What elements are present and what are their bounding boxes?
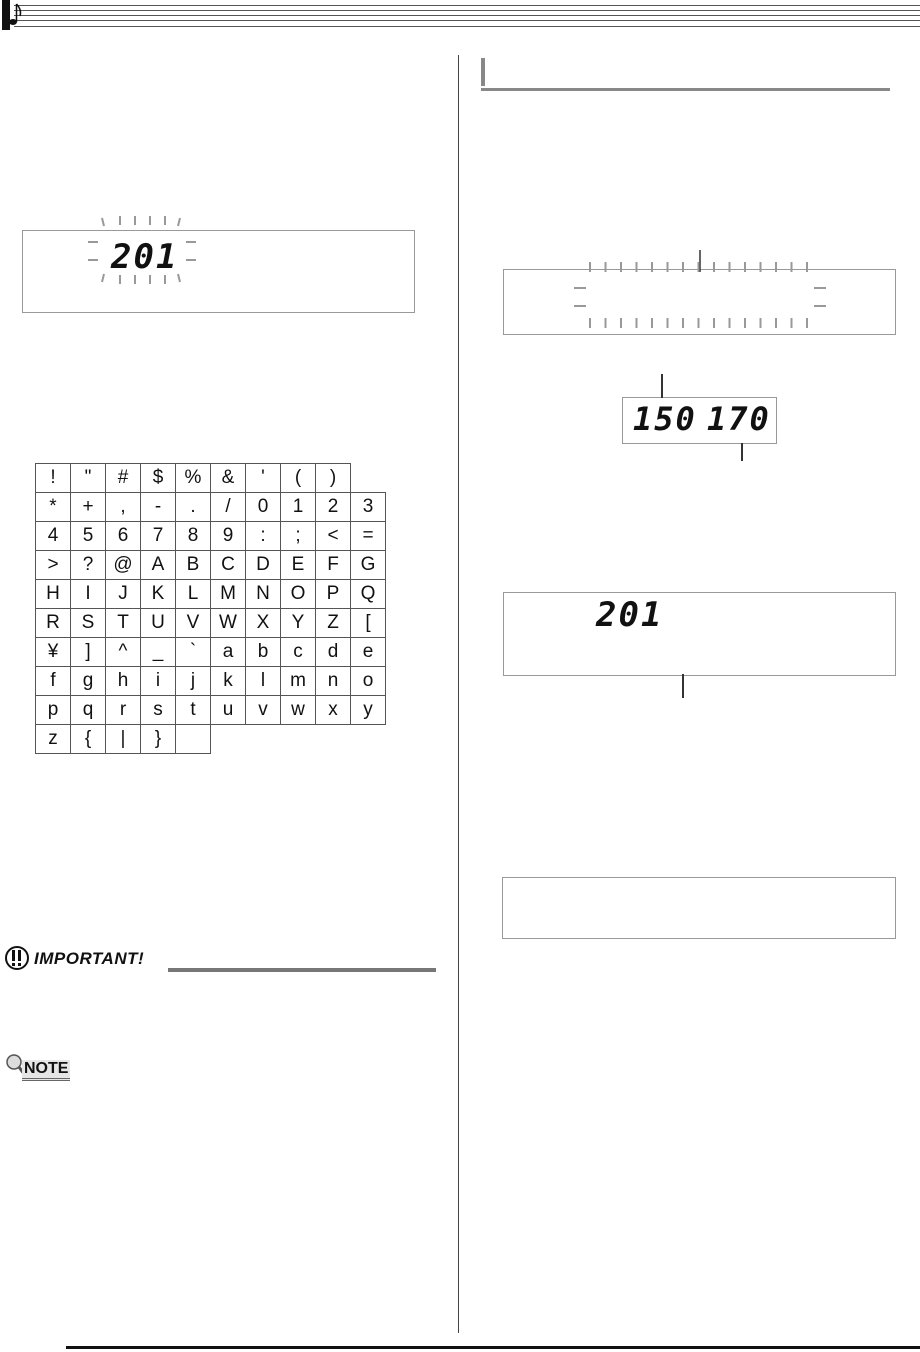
- char-table-cell: J: [106, 580, 141, 609]
- char-table-cell: y: [351, 696, 386, 725]
- song-number-readout-2: 201: [596, 595, 664, 635]
- char-table-cell: T: [106, 609, 141, 638]
- char-table-cell: }: [141, 725, 176, 754]
- char-table-cell: q: [71, 696, 106, 725]
- lcd-display-range: [622, 397, 777, 444]
- char-table-cell: t: [176, 696, 211, 725]
- char-table-cell: ): [316, 464, 351, 493]
- section-header: [481, 58, 890, 91]
- char-table-cell: =: [351, 522, 386, 551]
- note-heading: [4, 1053, 84, 1085]
- footer-rule: [66, 1346, 920, 1349]
- char-table-cell: X: [246, 609, 281, 638]
- char-table-cell: 7: [141, 522, 176, 551]
- char-table-cell: x: [316, 696, 351, 725]
- char-table-row: [36, 725, 386, 754]
- char-table-cell: 5: [71, 522, 106, 551]
- char-table-cell: {: [71, 725, 106, 754]
- range-start-readout: 150: [633, 400, 697, 438]
- char-table-cell: `: [176, 638, 211, 667]
- char-table-cell: K: [141, 580, 176, 609]
- important-label: IMPORTANT!: [34, 949, 145, 968]
- char-table-empty: [351, 464, 386, 493]
- char-table-cell: E: [281, 551, 316, 580]
- char-table-cell: r: [106, 696, 141, 725]
- char-table-row: [36, 493, 386, 522]
- char-table-cell: [176, 725, 211, 754]
- char-table-cell: w: [281, 696, 316, 725]
- char-table-cell: ,: [106, 493, 141, 522]
- char-table-row: [36, 464, 386, 493]
- char-table-cell: d: [316, 638, 351, 667]
- char-table-cell: >: [36, 551, 71, 580]
- char-table-row: [36, 696, 386, 725]
- char-table-cell: a: [211, 638, 246, 667]
- char-table-cell: v: [246, 696, 281, 725]
- char-table-row: [36, 638, 386, 667]
- music-note-icon: [2, 0, 24, 30]
- char-table-cell: ": [71, 464, 106, 493]
- warning-icon: [4, 944, 32, 972]
- char-table-row: [36, 551, 386, 580]
- char-table-cell: .: [176, 493, 211, 522]
- char-table-cell: Y: [281, 609, 316, 638]
- char-table-row: [36, 522, 386, 551]
- char-table-cell: @: [106, 551, 141, 580]
- char-table-row: [36, 609, 386, 638]
- char-table-cell: 4: [36, 522, 71, 551]
- char-table-cell: R: [36, 609, 71, 638]
- char-table-cell: D: [246, 551, 281, 580]
- header-staff: [14, 5, 920, 27]
- char-table-cell: O: [281, 580, 316, 609]
- char-table-cell: h: [106, 667, 141, 696]
- char-table-cell: P: [316, 580, 351, 609]
- char-table-cell: V: [176, 609, 211, 638]
- char-table-cell: $: [141, 464, 176, 493]
- callout-line-right: [741, 443, 743, 461]
- char-table-cell: k: [211, 667, 246, 696]
- char-table-cell: Q: [351, 580, 386, 609]
- char-table-cell: i: [141, 667, 176, 696]
- character-table: [35, 463, 386, 754]
- char-table-cell: ]: [71, 638, 106, 667]
- char-table-cell: s: [141, 696, 176, 725]
- char-table-cell: S: [71, 609, 106, 638]
- char-table-cell: 6: [106, 522, 141, 551]
- char-table-cell: 3: [351, 493, 386, 522]
- char-table-cell: N: [246, 580, 281, 609]
- callout-line-left: [661, 374, 663, 398]
- callout-line-bottom: [682, 674, 684, 698]
- char-table-cell: I: [71, 580, 106, 609]
- char-table-cell: m: [281, 667, 316, 696]
- char-table-cell: <: [316, 522, 351, 551]
- char-table-cell: H: [36, 580, 71, 609]
- song-number-readout: 201: [111, 237, 179, 277]
- char-table-cell: e: [351, 638, 386, 667]
- char-table-cell: l: [246, 667, 281, 696]
- char-table-cell: ^: [106, 638, 141, 667]
- note-label: NOTE: [22, 1060, 70, 1081]
- char-table-cell: g: [71, 667, 106, 696]
- lcd-display-blank: [502, 877, 896, 939]
- char-table-cell: b: [246, 638, 281, 667]
- char-table-cell: :: [246, 522, 281, 551]
- char-table-cell: 0: [246, 493, 281, 522]
- char-table-cell: -: [141, 493, 176, 522]
- char-table-cell: ¥: [36, 638, 71, 667]
- char-table-cell: 2: [316, 493, 351, 522]
- range-end-readout: 170: [707, 400, 771, 438]
- char-table-cell: ': [246, 464, 281, 493]
- char-table-cell: ;: [281, 522, 316, 551]
- char-table-cell: F: [316, 551, 351, 580]
- char-table-cell: +: [71, 493, 106, 522]
- char-table-cell: 9: [211, 522, 246, 551]
- char-table-cell: Z: [316, 609, 351, 638]
- char-table-row: [36, 667, 386, 696]
- char-table-row: [36, 580, 386, 609]
- char-table-cell: (: [281, 464, 316, 493]
- char-table-cell: 8: [176, 522, 211, 551]
- char-table-cell: n: [316, 667, 351, 696]
- char-table-cell: U: [141, 609, 176, 638]
- char-table-cell: #: [106, 464, 141, 493]
- important-heading: [4, 944, 436, 974]
- char-table-cell: W: [211, 609, 246, 638]
- char-table-cell: B: [176, 551, 211, 580]
- char-table-cell: j: [176, 667, 211, 696]
- char-table-cell: &: [211, 464, 246, 493]
- char-table-cell: A: [141, 551, 176, 580]
- char-table-cell: _: [141, 638, 176, 667]
- char-table-cell: %: [176, 464, 211, 493]
- lcd-display-song-number-2: [503, 592, 896, 676]
- char-table-cell: !: [36, 464, 71, 493]
- char-table-cell: *: [36, 493, 71, 522]
- char-table-cell: z: [36, 725, 71, 754]
- char-table-cell: c: [281, 638, 316, 667]
- char-table-cell: o: [351, 667, 386, 696]
- char-table-cell: |: [106, 725, 141, 754]
- char-table-cell: ?: [71, 551, 106, 580]
- char-table-cell: f: [36, 667, 71, 696]
- char-table-cell: C: [211, 551, 246, 580]
- char-table-cell: [: [351, 609, 386, 638]
- char-table-cell: /: [211, 493, 246, 522]
- char-table-cell: 1: [281, 493, 316, 522]
- blink-indicator-icon: [80, 214, 220, 286]
- char-table-cell: p: [36, 696, 71, 725]
- important-rule: [168, 968, 436, 972]
- char-table-cell: G: [351, 551, 386, 580]
- column-divider: [458, 55, 459, 1333]
- char-table-cell: u: [211, 696, 246, 725]
- blink-indicator-icon-2: [572, 250, 828, 332]
- char-table-cell: L: [176, 580, 211, 609]
- char-table-cell: M: [211, 580, 246, 609]
